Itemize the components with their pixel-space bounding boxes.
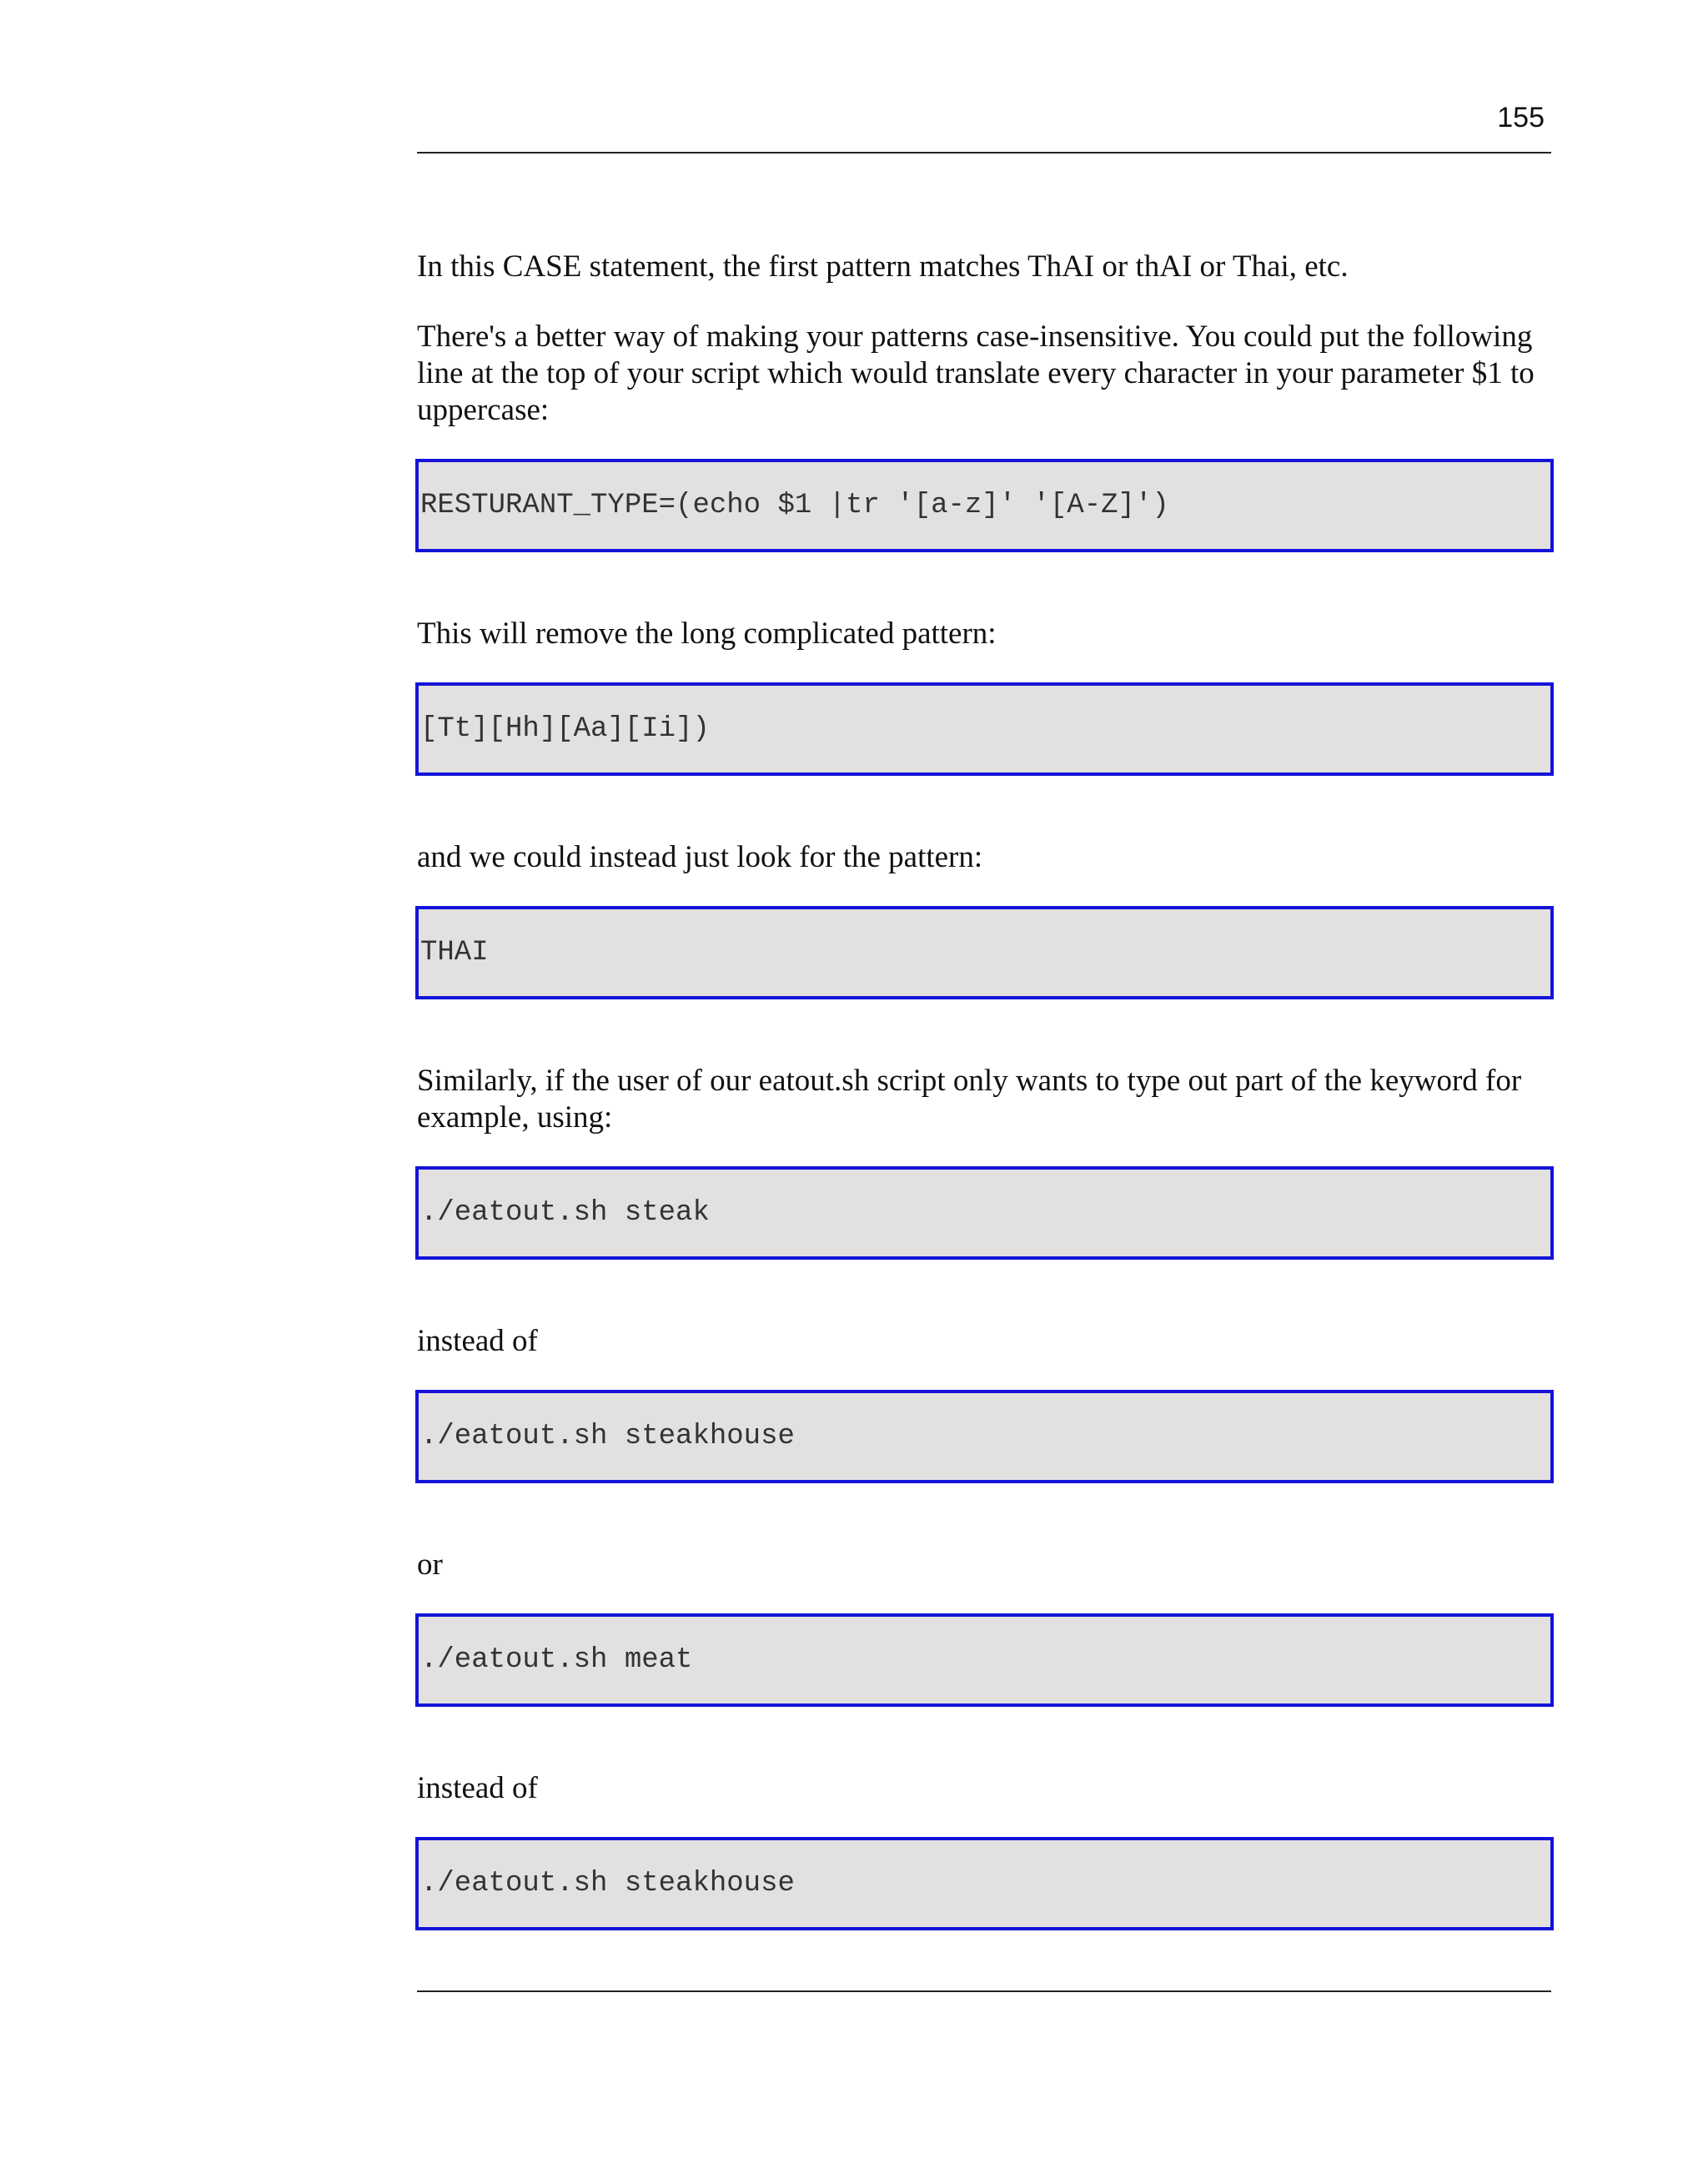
code-block-steak	[415, 1166, 1554, 1260]
code-block-steakhouse-2	[415, 1837, 1554, 1930]
paragraph-look-for-pattern: and we could instead just look for the pattern:	[417, 840, 983, 874]
paragraph-instead-of-1: instead of	[417, 1324, 538, 1358]
code-text: THAI	[420, 937, 489, 969]
code-text: ./eatout.sh steakhouse	[420, 1421, 795, 1452]
paragraph-remove-pattern: This will remove the long complicated pattern:	[417, 616, 997, 651]
code-block-tr-command	[415, 459, 1554, 552]
footer-rule	[417, 1990, 1551, 1992]
code-block-meat	[415, 1613, 1554, 1707]
page-number: 155	[1497, 102, 1545, 133]
code-block-steakhouse-1	[415, 1390, 1554, 1483]
code-text: RESTURANT_TYPE=(echo $1 |tr '[a-z]' '[A-Z]')	[420, 490, 1169, 521]
code-block-long-pattern	[415, 682, 1554, 776]
code-text: ./eatout.sh steak	[420, 1197, 710, 1229]
paragraph-instead-of-2: instead of	[417, 1771, 538, 1805]
code-text: ./eatout.sh steakhouse	[420, 1868, 795, 1900]
header-rule	[417, 152, 1551, 153]
code-text: ./eatout.sh meat	[420, 1644, 693, 1676]
code-text: [Tt][Hh][Aa][Ii])	[420, 713, 710, 745]
code-block-thai	[415, 906, 1554, 999]
paragraph-case-statement: In this CASE statement, the first pattern matches ThAI or thAI or Thai, etc.	[417, 249, 1349, 284]
paragraph-case-insensitive: There's a better way of making your patterns case-insensitive. You could put the following line at the top of your script which would translate every character in your parameter $1 to uppercase:	[417, 320, 1535, 427]
paragraph-partial-keyword: Similarly, if the user of our eatout.sh script only wants to type out part of the keyword for example, using:	[417, 1064, 1522, 1135]
paragraph-or: or	[417, 1547, 443, 1582]
